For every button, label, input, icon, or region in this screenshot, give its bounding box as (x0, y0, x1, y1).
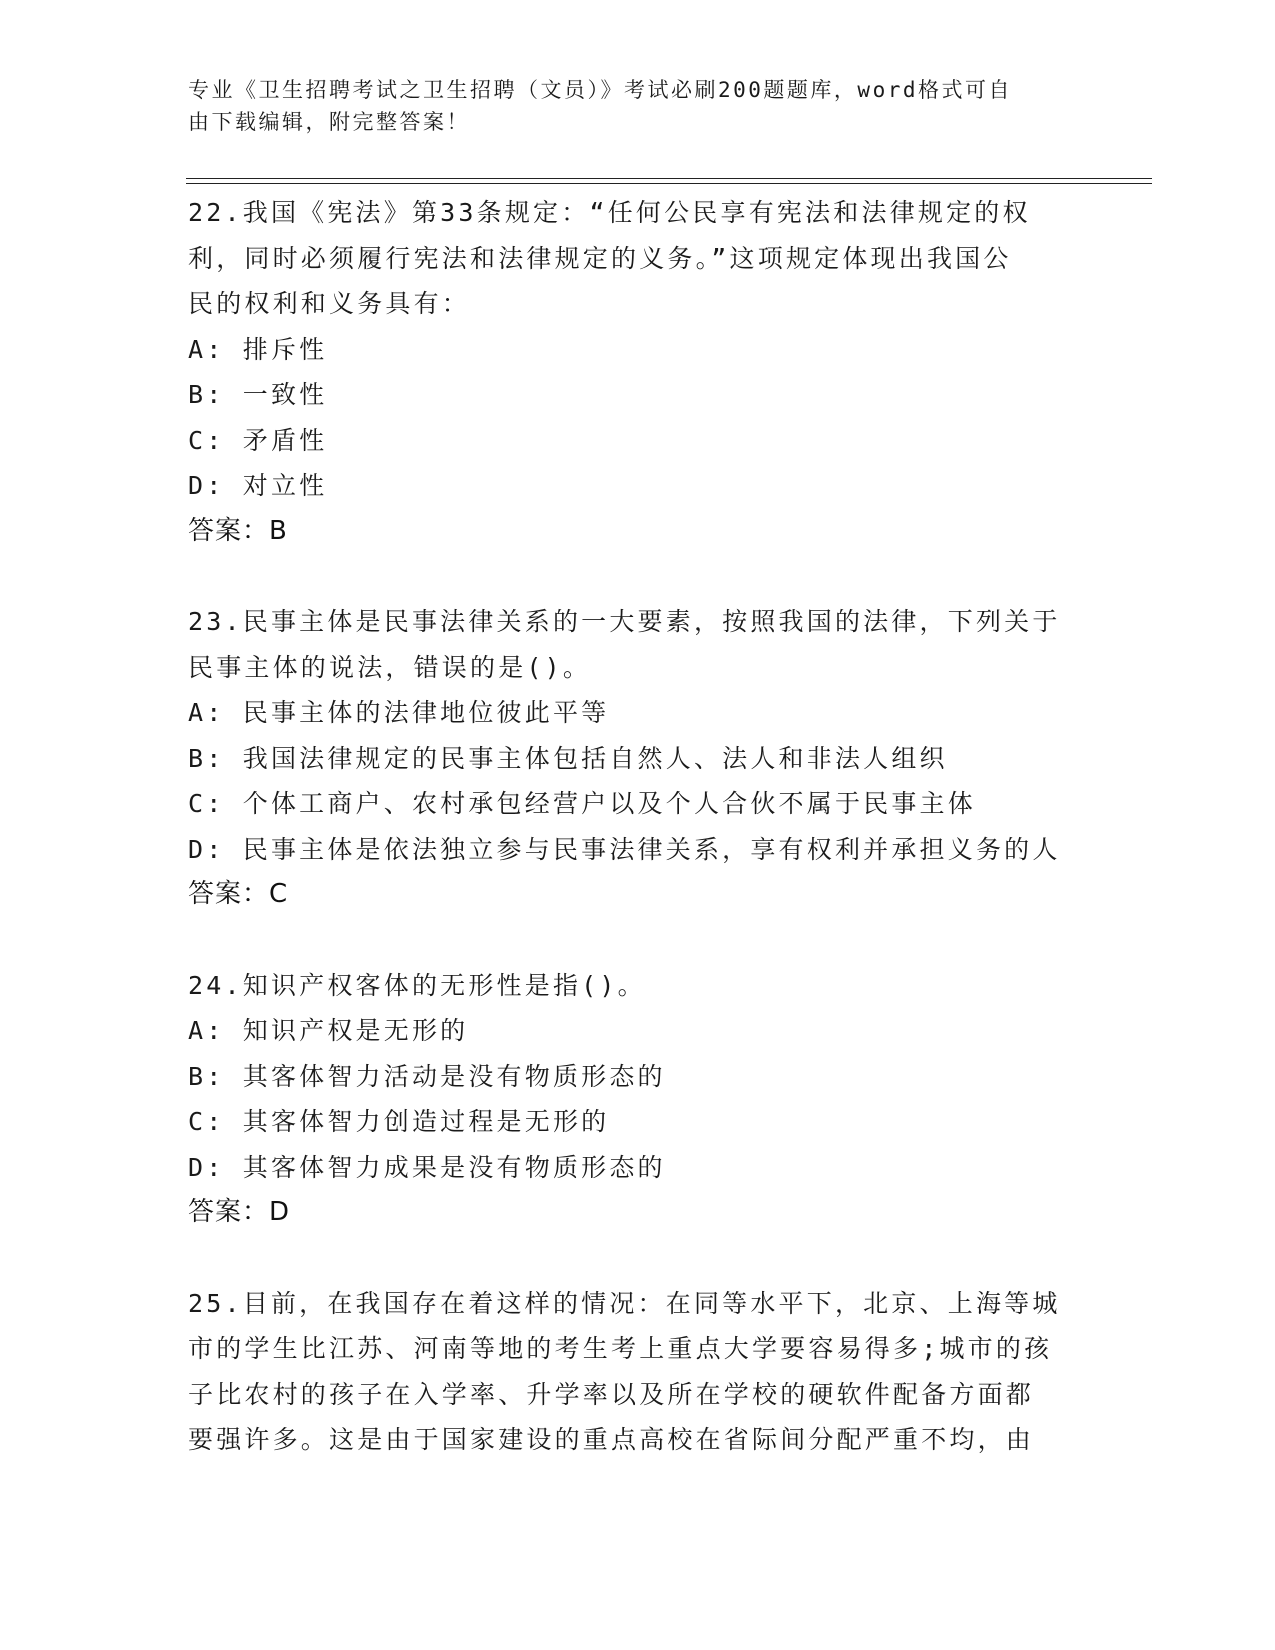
question-stem-line: 利，同时必须履行宪法和法律规定的义务。”这项规定体现出我国公 (188, 243, 1012, 273)
option-a: A: 民事主体的法律地位彼此平等 (188, 698, 610, 727)
question-stem-line: 23.民事主体是民事法律关系的一大要素，按照我国的法律，下列关于 (188, 607, 1061, 636)
question-stem-line: 民事主体的说法，错误的是()。 (188, 652, 592, 682)
question-stem-line: 24.知识产权客体的无形性是指()。 (188, 970, 646, 1000)
header-rule-top (186, 178, 1152, 179)
option-b: B: 我国法律规定的民事主体包括自然人、法人和非法人组织 (188, 743, 948, 773)
question-23 (188, 599, 1088, 918)
document-header (188, 74, 1068, 138)
option-d: D: 对立性 (188, 471, 328, 500)
header-line-2: 由下载编辑，附完整答案！ (188, 110, 470, 134)
option-b: B: 一致性 (188, 380, 328, 409)
question-list (188, 190, 1088, 1508)
question-stem-line: 22.我国《宪法》第33条规定：“任何公民享有宪法和法律规定的权 (188, 198, 1031, 227)
question-stem-line: 民的权利和义务具有： (188, 289, 471, 318)
answer-text: 答案：D (188, 1197, 291, 1227)
question-stem-line: 25.目前，在我国存在着这样的情况：在同等水平下，北京、上海等城 (188, 1288, 1061, 1318)
header-line-1: 专业《卫生招聘考试之卫生招聘（文员）》考试必刷200题题库，word格式可自 (188, 78, 1012, 102)
option-c: C: 矛盾性 (188, 425, 328, 455)
header-rule-bottom (186, 183, 1152, 184)
question-stem-line: 市的学生比江苏、河南等地的考生考上重点大学要容易得多;城市的孩 (188, 1334, 1053, 1363)
option-c: C: 其客体智力创造过程是无形的 (188, 1107, 610, 1136)
option-a: A: 知识产权是无形的 (188, 1016, 469, 1045)
answer-text: 答案：C (188, 879, 289, 909)
option-d: D: 其客体智力成果是没有物质形态的 (188, 1152, 666, 1182)
question-stem-line: 子比农村的孩子在入学率、升学率以及所在学校的硬软件配备方面都 (188, 1379, 1035, 1409)
question-stem-line: 要强许多。这是由于国家建设的重点高校在省际间分配严重不均，由 (188, 1425, 1035, 1454)
question-24 (188, 963, 1088, 1236)
question-25 (188, 1281, 1088, 1463)
option-c: C: 个体工商户、农村承包经营户以及个人合伙不属于民事主体 (188, 789, 976, 818)
answer-text: 答案：B (188, 515, 288, 546)
option-d: D: 民事主体是依法独立参与民事法律关系，享有权利并承担义务的人 (188, 834, 1061, 864)
option-a: A: 排斥性 (188, 334, 328, 364)
option-b: B: 其客体智力活动是没有物质形态的 (188, 1061, 666, 1091)
question-22 (188, 190, 1088, 554)
